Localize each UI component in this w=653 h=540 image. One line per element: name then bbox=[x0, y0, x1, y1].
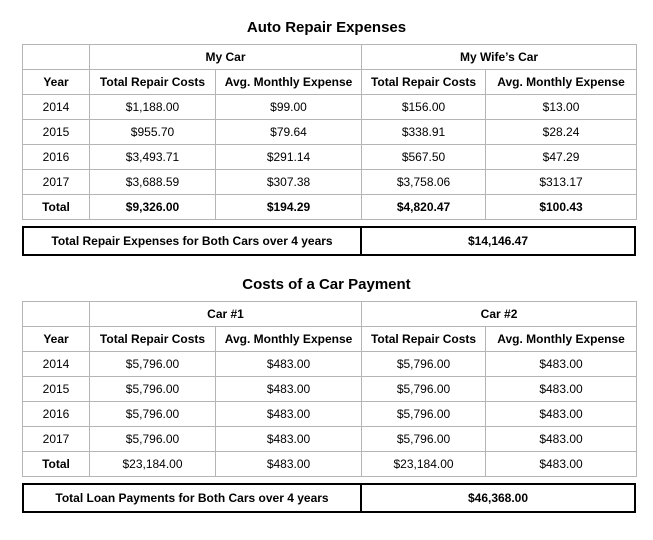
table-cell: $47.29 bbox=[486, 145, 637, 170]
table-cell: $5,796.00 bbox=[362, 427, 486, 452]
table-cell: $5,796.00 bbox=[90, 352, 216, 377]
car-payment-title: Costs of a Car Payment bbox=[242, 276, 411, 293]
year-cell: 2017 bbox=[23, 170, 90, 195]
total-cell: $4,820.47 bbox=[362, 195, 486, 220]
table-cell: $3,758.06 bbox=[362, 170, 486, 195]
total-cell: $100.43 bbox=[486, 195, 637, 220]
table-row bbox=[23, 402, 637, 427]
total-cell: $9,326.00 bbox=[90, 195, 216, 220]
year-cell: 2015 bbox=[23, 377, 90, 402]
repair-summary-label: Total Repair Expenses for Both Cars over 4 years bbox=[24, 228, 362, 254]
table-cell: $483.00 bbox=[216, 377, 362, 402]
empty-corner-cell bbox=[23, 45, 90, 70]
car-payment-table bbox=[22, 301, 637, 477]
table-cell: $28.24 bbox=[486, 120, 637, 145]
year-cell: 2015 bbox=[23, 120, 90, 145]
table-row bbox=[23, 352, 637, 377]
table-cell: $5,796.00 bbox=[362, 402, 486, 427]
table-cell: $483.00 bbox=[216, 352, 362, 377]
total-cell: $23,184.00 bbox=[362, 452, 486, 477]
column-header: Avg. Monthly Expense bbox=[486, 327, 637, 352]
table-cell: $1,188.00 bbox=[90, 95, 216, 120]
column-header: Year bbox=[23, 327, 90, 352]
year-cell: 2017 bbox=[23, 427, 90, 452]
column-header: Avg. Monthly Expense bbox=[216, 70, 362, 95]
table-cell: $79.64 bbox=[216, 120, 362, 145]
table-cell: $3,688.59 bbox=[90, 170, 216, 195]
table-cell: $156.00 bbox=[362, 95, 486, 120]
table-cell: $483.00 bbox=[486, 377, 637, 402]
total-cell: $23,184.00 bbox=[90, 452, 216, 477]
table-row bbox=[23, 170, 637, 195]
table-cell: $313.17 bbox=[486, 170, 637, 195]
total-row bbox=[23, 452, 637, 477]
auto-repair-table bbox=[22, 44, 637, 220]
total-cell: $483.00 bbox=[486, 452, 637, 477]
group-header-car-1: Car #1 bbox=[90, 302, 362, 327]
total-row bbox=[23, 195, 637, 220]
table-cell: $13.00 bbox=[486, 95, 637, 120]
group-header-car-2: Car #2 bbox=[362, 302, 637, 327]
year-cell: 2016 bbox=[23, 145, 90, 170]
table-cell: $3,493.71 bbox=[90, 145, 216, 170]
table-cell: $338.91 bbox=[362, 120, 486, 145]
table-row bbox=[23, 120, 637, 145]
table-cell: $291.14 bbox=[216, 145, 362, 170]
column-header: Avg. Monthly Expense bbox=[486, 70, 637, 95]
loan-summary-value: $46,368.00 bbox=[467, 491, 529, 505]
table-row bbox=[23, 95, 637, 120]
table-cell: $955.70 bbox=[90, 120, 216, 145]
table-row bbox=[23, 145, 637, 170]
column-header: Year bbox=[23, 70, 90, 95]
group-header-my-car: My Car bbox=[90, 45, 362, 70]
table-cell: $5,796.00 bbox=[362, 352, 486, 377]
column-header: Total Repair Costs bbox=[362, 327, 486, 352]
table-cell: $5,796.00 bbox=[362, 377, 486, 402]
loan-summary-box bbox=[22, 483, 636, 513]
table-row bbox=[23, 427, 637, 452]
table-cell: $483.00 bbox=[486, 402, 637, 427]
total-cell: $194.29 bbox=[216, 195, 362, 220]
column-header-row bbox=[23, 327, 637, 352]
column-header: Total Repair Costs bbox=[90, 70, 216, 95]
table-cell: $567.50 bbox=[362, 145, 486, 170]
loan-summary-label: Total Loan Payments for Both Cars over 4 years bbox=[24, 485, 362, 511]
auto-repair-title: Auto Repair Expenses bbox=[246, 19, 407, 36]
repair-summary-value: $14,146.47 bbox=[467, 234, 529, 248]
column-header: Avg. Monthly Expense bbox=[216, 327, 362, 352]
table-cell: $5,796.00 bbox=[90, 377, 216, 402]
table-cell: $483.00 bbox=[486, 427, 637, 452]
table-cell: $483.00 bbox=[216, 427, 362, 452]
year-cell: 2014 bbox=[23, 95, 90, 120]
table-cell: $5,796.00 bbox=[90, 402, 216, 427]
total-cell: $483.00 bbox=[216, 452, 362, 477]
table-cell: $483.00 bbox=[486, 352, 637, 377]
table-cell: $307.38 bbox=[216, 170, 362, 195]
column-header: Total Repair Costs bbox=[90, 327, 216, 352]
column-header: Total Repair Costs bbox=[362, 70, 486, 95]
empty-corner-cell bbox=[23, 302, 90, 327]
table-cell: $99.00 bbox=[216, 95, 362, 120]
year-cell: 2014 bbox=[23, 352, 90, 377]
group-header-wifes-car: My Wife’s Car bbox=[362, 45, 637, 70]
table-cell: $5,796.00 bbox=[90, 427, 216, 452]
column-header-row bbox=[23, 70, 637, 95]
total-label: Total bbox=[23, 195, 90, 220]
year-cell: 2016 bbox=[23, 402, 90, 427]
total-label: Total bbox=[23, 452, 90, 477]
table-row bbox=[23, 377, 637, 402]
table-cell: $483.00 bbox=[216, 402, 362, 427]
group-header-row bbox=[23, 302, 637, 327]
repair-summary-box bbox=[22, 226, 636, 256]
group-header-row bbox=[23, 45, 637, 70]
